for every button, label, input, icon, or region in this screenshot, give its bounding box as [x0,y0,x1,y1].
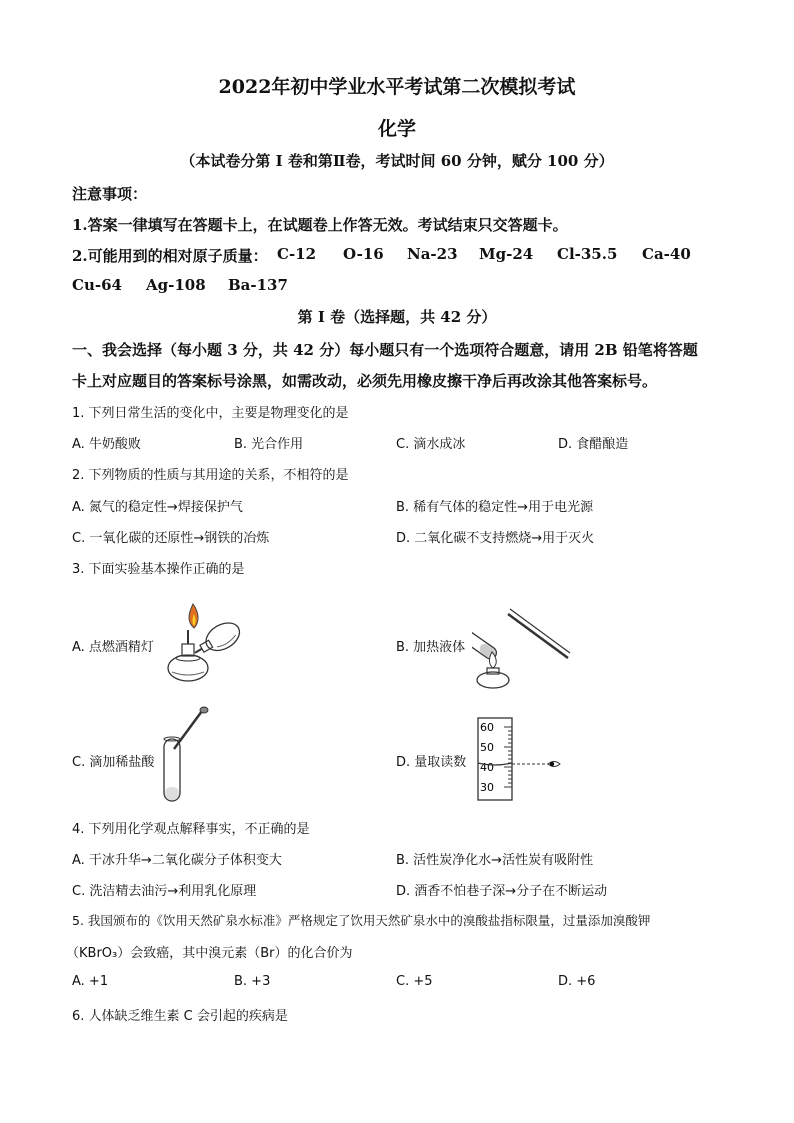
part1-instruction-line1: 一、我会选择（每小题 3 分，共 42 分）每小题只有一个选项符合题意，请用 2B 铅笔将答题 [72,341,698,359]
part1-instruction-line2: 卡上对应题目的答案标号涂黑，如需改动，必须先用橡皮擦干净后再改涂其他答案标号。 [72,372,658,390]
question-4-option-a: A. 干冰升华→二氧化碳分子体积变大 [72,853,282,868]
question-1-option-b: B. 光合作用 [234,437,304,452]
question-4-option-c: C. 洗洁精去油污→利用乳化原理 [72,884,257,899]
subject-title: 化学 [377,118,416,140]
mass-na: Na-23 [407,245,458,263]
question-5-stem-line2: （KBrO₃）会致癌，其中溴元素（Br）的化合价为 [66,946,353,961]
question-4-option-b: B. 活性炭净化水→活性炭有吸附性 [396,853,594,868]
question-4-stem: 4. 下列用化学观点解释事实，不正确的是 [72,822,310,837]
question-3-option-d: D. 量取读数 [396,755,467,770]
question-5-option-c: C. +5 [396,974,433,989]
mass-cl: Cl-35.5 [557,245,618,263]
question-5-stem-line1: 5. 我国颁布的《饮用天然矿泉水标准》严格规定了饮用天然矿泉水中的溴酸盐指标限量，过量添加溴酸钾 [72,913,651,928]
cylinder-tick-60: 60 [480,721,494,734]
mass-ca: Ca-40 [642,245,691,263]
question-5-option-d: D. +6 [558,974,596,989]
mass-mg: Mg-24 [479,245,534,263]
mass-c: C-12 [277,245,317,263]
question-3-option-b: B. 加热液体 [396,640,466,655]
graduated-cylinder-figure [474,716,564,802]
cylinder-tick-40: 40 [480,761,494,774]
mass-ag: Ag-108 [146,276,206,294]
question-2-option-c: C. 一氧化碳的还原性→钢铁的冶炼 [72,531,270,546]
question-1-option-a: A. 牛奶酸败 [72,437,141,452]
question-4-option-d: D. 酒香不怕巷子深→分子在不断运动 [396,884,608,899]
notice-heading: 注意事项： [72,185,148,203]
question-1-stem: 1. 下列日常生活的变化中，主要是物理变化的是 [72,406,349,421]
cylinder-tick-30: 30 [480,781,494,794]
question-2-option-a: A. 氮气的稳定性→焊接保护气 [72,500,243,515]
part1-title: 第 I 卷（选择题，共 42 分） [297,308,497,326]
question-2-option-d: D. 二氧化碳不支持燃烧→用于灭火 [396,531,595,546]
mass-ba: Ba-137 [228,276,288,294]
exam-title: 2022年初中学业水平考试第二次模拟考试 [218,76,576,98]
question-3-option-c: C. 滴加稀盐酸 [72,755,155,770]
notice-item-1: 1.答案一律填写在答题卡上，在试题卷上作答无效。考试结束只交答题卡。 [72,216,568,234]
exam-note: （本试卷分第 I 卷和第Ⅱ卷，考试时间 60 分钟，赋分 100 分） [180,152,614,170]
mass-cu: Cu-64 [72,276,122,294]
cylinder-tick-50: 50 [480,741,494,754]
question-5-option-a: A. +1 [72,974,109,989]
question-3-option-a: A. 点燃酒精灯 [72,640,154,655]
question-1-option-d: D. 食醋酿造 [558,437,629,452]
dropping-acid-figure [158,705,218,805]
lighting-alcohol-lamp-figure [160,596,250,688]
question-2-option-b: B. 稀有气体的稳定性→用于电光源 [396,500,594,515]
question-2-stem: 2. 下列物质的性质与其用途的关系，不相符的是 [72,468,349,483]
heating-liquid-figure [472,596,572,690]
notice-item-2-label: 2.可能用到的相对原子质量： [72,247,268,265]
mass-o: O-16 [343,245,384,263]
question-6-stem: 6. 人体缺乏维生素 C 会引起的疾病是 [72,1009,288,1024]
question-5-option-b: B. +3 [234,974,271,989]
question-3-stem: 3. 下面实验基本操作正确的是 [72,562,245,577]
question-1-option-c: C. 滴水成冰 [396,437,466,452]
